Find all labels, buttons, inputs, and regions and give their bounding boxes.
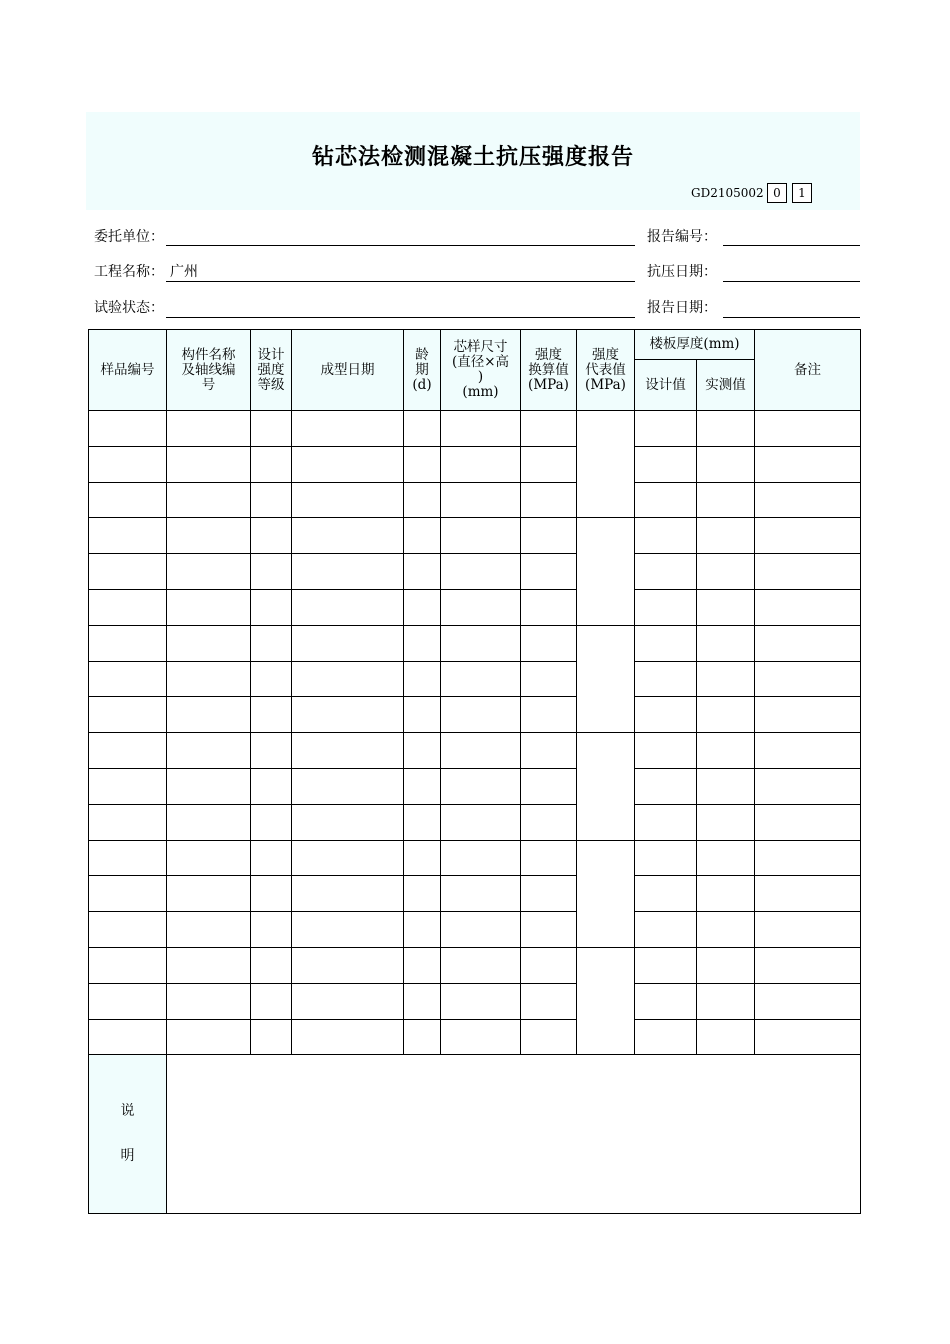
table-cell[interactable] (441, 912, 521, 948)
code-box-2: 1 (792, 183, 812, 203)
table-cell[interactable] (521, 1019, 577, 1055)
table-cell[interactable] (755, 446, 861, 482)
table-cell[interactable] (89, 697, 167, 733)
project-label: 工程名称： (94, 264, 164, 280)
table-cell[interactable] (635, 697, 697, 733)
table-cell[interactable] (697, 947, 755, 983)
table-cell[interactable] (167, 733, 251, 769)
report-date-label: 报告日期： (647, 300, 717, 316)
table-cell[interactable] (251, 983, 292, 1019)
table-cell[interactable] (292, 482, 404, 518)
table-cell[interactable] (251, 947, 292, 983)
table-cell[interactable] (441, 554, 521, 590)
table-row (89, 983, 861, 1019)
table-cell[interactable] (89, 554, 167, 590)
table-cell[interactable] (521, 446, 577, 482)
table-cell[interactable] (635, 804, 697, 840)
table-cell[interactable] (697, 446, 755, 482)
table-cell[interactable] (167, 661, 251, 697)
table-row (89, 947, 861, 983)
note-label-char: 明 (120, 1148, 135, 1165)
client-underline (166, 245, 635, 246)
table-cell[interactable] (292, 589, 404, 625)
table-cell[interactable] (89, 983, 167, 1019)
table-cell[interactable] (167, 912, 251, 948)
table-cell[interactable] (635, 482, 697, 518)
table-cell[interactable] (89, 1019, 167, 1055)
header-core-size: 芯样尺寸 (直径×高 ) (mm) (441, 330, 521, 411)
table-cell[interactable] (521, 625, 577, 661)
table-cell[interactable] (89, 482, 167, 518)
table-cell[interactable] (441, 804, 521, 840)
table-row (89, 768, 861, 804)
table-cell[interactable] (404, 697, 441, 733)
table-cell[interactable] (404, 947, 441, 983)
table-row (89, 733, 861, 769)
table-cell[interactable] (635, 589, 697, 625)
table-cell[interactable] (521, 983, 577, 1019)
table-row (89, 518, 861, 554)
table-cell[interactable] (441, 983, 521, 1019)
table-cell[interactable] (167, 411, 251, 447)
table-cell[interactable] (167, 554, 251, 590)
table-cell[interactable] (292, 446, 404, 482)
table-cell[interactable] (89, 518, 167, 554)
table-cell[interactable] (89, 840, 167, 876)
results-table (88, 329, 861, 1214)
table-cell[interactable] (251, 518, 292, 554)
table-cell[interactable] (404, 482, 441, 518)
table-cell[interactable] (292, 1019, 404, 1055)
table-cell[interactable] (635, 661, 697, 697)
table-cell[interactable] (292, 518, 404, 554)
table-cell[interactable] (292, 625, 404, 661)
table-cell[interactable] (755, 768, 861, 804)
table-cell[interactable] (404, 554, 441, 590)
table-cell[interactable] (521, 554, 577, 590)
table-cell[interactable] (251, 589, 292, 625)
table-cell[interactable] (635, 1019, 697, 1055)
note-label-char: 说 (120, 1103, 135, 1120)
header-grade: 设计 强度 等级 (251, 330, 292, 411)
table-cell[interactable] (755, 697, 861, 733)
table-cell[interactable] (697, 804, 755, 840)
table-cell[interactable] (755, 947, 861, 983)
table-cell[interactable] (635, 411, 697, 447)
table-cell[interactable] (292, 661, 404, 697)
table-row (89, 446, 861, 482)
table-cell[interactable] (89, 804, 167, 840)
project-underline (166, 281, 635, 282)
table-cell[interactable] (167, 697, 251, 733)
table-cell[interactable] (89, 661, 167, 697)
table-cell[interactable] (167, 947, 251, 983)
table-row (89, 625, 861, 661)
table-cell[interactable] (167, 518, 251, 554)
table-row (89, 411, 861, 447)
header-age: 龄 期 (d) (404, 330, 441, 411)
note-label (89, 1055, 167, 1214)
table-cell[interactable] (89, 912, 167, 948)
table-cell[interactable] (404, 446, 441, 482)
header-remarks: 备注 (755, 330, 861, 411)
table-cell[interactable] (521, 804, 577, 840)
table-cell[interactable] (251, 840, 292, 876)
table-cell[interactable] (635, 518, 697, 554)
header-representative-strength: 强度 代表值 (MPa) (577, 330, 635, 411)
table-cell[interactable] (89, 589, 167, 625)
table-cell[interactable] (441, 1019, 521, 1055)
table-row (89, 804, 861, 840)
table-cell[interactable] (697, 482, 755, 518)
table-cell[interactable] (635, 768, 697, 804)
table-cell[interactable] (755, 554, 861, 590)
table-cell[interactable] (292, 983, 404, 1019)
project-value: 广州 (170, 264, 198, 280)
table-cell[interactable] (441, 876, 521, 912)
table-cell[interactable] (251, 554, 292, 590)
table-cell[interactable] (697, 876, 755, 912)
table-cell[interactable] (404, 876, 441, 912)
table-cell[interactable] (521, 733, 577, 769)
table-cell[interactable] (697, 983, 755, 1019)
report-no-underline (723, 245, 860, 246)
table-cell[interactable] (441, 625, 521, 661)
representative-strength-cell[interactable] (577, 411, 635, 518)
table-cell[interactable] (251, 733, 292, 769)
table-cell[interactable] (167, 840, 251, 876)
table-cell[interactable] (755, 983, 861, 1019)
table-cell[interactable] (521, 482, 577, 518)
table-cell[interactable] (441, 768, 521, 804)
table-cell[interactable] (755, 589, 861, 625)
table-cell[interactable] (521, 697, 577, 733)
representative-strength-cell[interactable] (577, 840, 635, 947)
table-cell[interactable] (635, 554, 697, 590)
table-cell[interactable] (251, 446, 292, 482)
table-cell[interactable] (167, 625, 251, 661)
table-cell[interactable] (167, 482, 251, 518)
table-cell[interactable] (404, 589, 441, 625)
table-cell[interactable] (404, 625, 441, 661)
table-cell[interactable] (755, 661, 861, 697)
table-cell[interactable] (635, 625, 697, 661)
table-cell[interactable] (697, 518, 755, 554)
representative-strength-cell[interactable] (577, 625, 635, 732)
table-cell[interactable] (292, 697, 404, 733)
table-cell[interactable] (755, 804, 861, 840)
header-slab-thickness: 楼板厚度(mm) (635, 330, 755, 360)
table-cell[interactable] (251, 625, 292, 661)
table-cell[interactable] (441, 589, 521, 625)
table-cell[interactable] (167, 876, 251, 912)
header-design-value: 设计值 (635, 360, 697, 411)
table-cell[interactable] (635, 840, 697, 876)
table-cell[interactable] (441, 518, 521, 554)
table-cell[interactable] (521, 589, 577, 625)
table-cell[interactable] (521, 768, 577, 804)
representative-strength-cell[interactable] (577, 733, 635, 840)
table-cell[interactable] (251, 661, 292, 697)
table-row (89, 589, 861, 625)
status-label: 试验状态： (94, 300, 164, 316)
table-cell[interactable] (441, 947, 521, 983)
table-cell[interactable] (404, 733, 441, 769)
table-cell[interactable] (292, 840, 404, 876)
table-row (89, 697, 861, 733)
table-cell[interactable] (404, 1019, 441, 1055)
table-cell[interactable] (89, 947, 167, 983)
table-cell[interactable] (697, 661, 755, 697)
table-cell[interactable] (697, 768, 755, 804)
table-cell[interactable] (697, 589, 755, 625)
page-title: 钻芯法检测混凝土抗压强度报告 (311, 145, 634, 170)
report-no-label: 报告编号： (647, 229, 717, 245)
table-cell[interactable] (167, 804, 251, 840)
table-cell[interactable] (697, 733, 755, 769)
table-cell[interactable] (697, 1019, 755, 1055)
table-cell[interactable] (89, 446, 167, 482)
table-cell[interactable] (404, 768, 441, 804)
table-cell[interactable] (89, 876, 167, 912)
header-cast-date: 成型日期 (292, 330, 404, 411)
table-cell[interactable] (89, 733, 167, 769)
table-cell[interactable] (292, 912, 404, 948)
representative-strength-cell[interactable] (577, 947, 635, 1054)
table-cell[interactable] (251, 1019, 292, 1055)
table-cell[interactable] (697, 912, 755, 948)
status-underline (166, 317, 635, 318)
table-cell[interactable] (697, 840, 755, 876)
table-cell[interactable] (755, 733, 861, 769)
table-cell[interactable] (755, 912, 861, 948)
table-row (89, 1019, 861, 1055)
table-cell[interactable] (521, 876, 577, 912)
table-cell[interactable] (755, 411, 861, 447)
table-cell[interactable] (292, 733, 404, 769)
header-member: 构件名称 及轴线编 号 (167, 330, 251, 411)
table-cell[interactable] (404, 411, 441, 447)
table-cell[interactable] (251, 804, 292, 840)
table-cell[interactable] (167, 1019, 251, 1055)
table-cell[interactable] (521, 411, 577, 447)
table-cell[interactable] (441, 661, 521, 697)
table-cell[interactable] (167, 589, 251, 625)
table-cell[interactable] (755, 482, 861, 518)
table-cell[interactable] (755, 625, 861, 661)
table-cell[interactable] (635, 983, 697, 1019)
table-cell[interactable] (755, 518, 861, 554)
table-cell[interactable] (755, 1019, 861, 1055)
table-cell[interactable] (292, 947, 404, 983)
table-cell[interactable] (167, 446, 251, 482)
table-cell[interactable] (441, 733, 521, 769)
table-cell[interactable] (441, 411, 521, 447)
table-cell[interactable] (89, 411, 167, 447)
table-row (89, 876, 861, 912)
note-content[interactable] (167, 1055, 861, 1214)
client-label: 委托单位： (94, 229, 164, 245)
table-cell[interactable] (167, 983, 251, 1019)
table-cell[interactable] (292, 411, 404, 447)
table-cell[interactable] (697, 625, 755, 661)
table-cell[interactable] (251, 482, 292, 518)
table-cell[interactable] (441, 840, 521, 876)
note-row (89, 1055, 861, 1214)
table-row (89, 912, 861, 948)
table-row (89, 840, 861, 876)
table-cell[interactable] (251, 697, 292, 733)
table-cell[interactable] (404, 518, 441, 554)
table-cell[interactable] (635, 876, 697, 912)
table-cell[interactable] (251, 912, 292, 948)
table-cell[interactable] (292, 768, 404, 804)
table-cell[interactable] (521, 840, 577, 876)
table-row (89, 661, 861, 697)
table-cell[interactable] (441, 482, 521, 518)
table-cell[interactable] (89, 768, 167, 804)
table-cell[interactable] (441, 446, 521, 482)
table-cell[interactable] (251, 876, 292, 912)
table-cell[interactable] (521, 912, 577, 948)
table-cell[interactable] (697, 697, 755, 733)
header-sample-no: 样品编号 (89, 330, 167, 411)
report-date-underline (723, 317, 860, 318)
test-date-label: 抗压日期： (647, 264, 717, 280)
table-cell[interactable] (521, 947, 577, 983)
table-cell[interactable] (292, 876, 404, 912)
table-cell[interactable] (89, 625, 167, 661)
table-row (89, 554, 861, 590)
table-cell[interactable] (404, 661, 441, 697)
table-cell[interactable] (635, 912, 697, 948)
code-box-1: 0 (767, 183, 787, 203)
table-cell[interactable] (697, 554, 755, 590)
table-cell[interactable] (635, 947, 697, 983)
table-cell[interactable] (404, 983, 441, 1019)
table-cell[interactable] (755, 876, 861, 912)
representative-strength-cell[interactable] (577, 518, 635, 625)
table-cell[interactable] (404, 804, 441, 840)
table-cell[interactable] (635, 733, 697, 769)
table-cell[interactable] (521, 661, 577, 697)
table-cell[interactable] (292, 804, 404, 840)
table-cell[interactable] (404, 840, 441, 876)
table-cell[interactable] (697, 411, 755, 447)
table-cell[interactable] (251, 411, 292, 447)
table-cell[interactable] (292, 554, 404, 590)
header-measured-value: 实测值 (697, 360, 755, 411)
table-cell[interactable] (521, 518, 577, 554)
test-date-underline (723, 281, 860, 282)
table-row (89, 482, 861, 518)
header-converted-strength: 强度 换算值 (MPa) (521, 330, 577, 411)
table-cell[interactable] (251, 768, 292, 804)
table-cell[interactable] (441, 697, 521, 733)
table-cell[interactable] (635, 446, 697, 482)
table-cell[interactable] (755, 840, 861, 876)
table-cell[interactable] (167, 768, 251, 804)
form-code: GD2105002 (691, 186, 764, 200)
table-cell[interactable] (404, 912, 441, 948)
